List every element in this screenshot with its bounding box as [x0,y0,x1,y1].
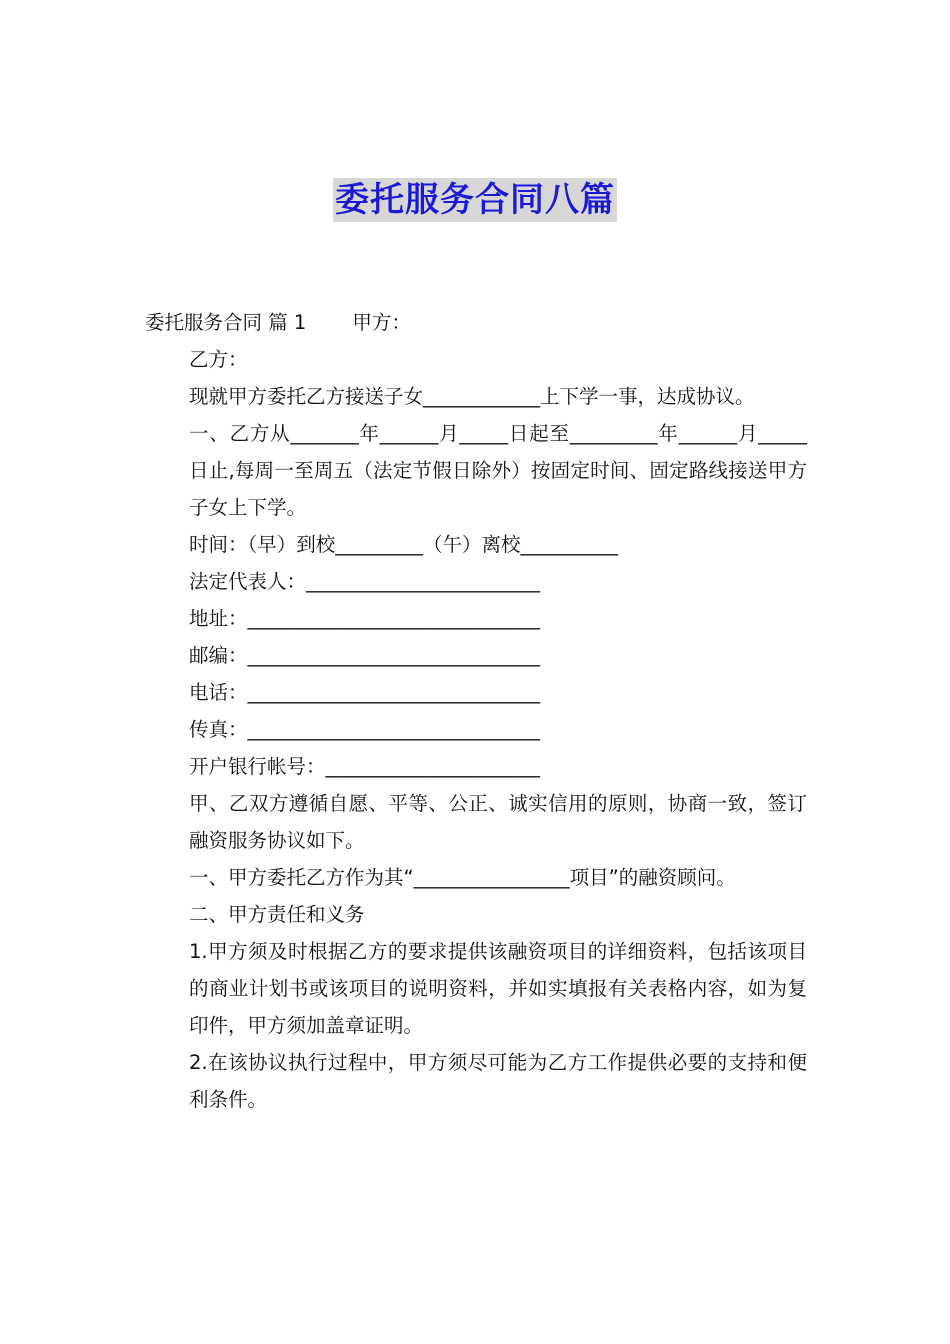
paragraph-principles: 甲、乙双方遵循自愿、平等、公正、诚实信用的原则，协商一致，签订融资服务协议如下。 [189,792,807,852]
line-contract-heading [145,304,807,341]
line-postcode: 邮编：______________________________ [189,644,541,667]
line-fax: 传真：______________________________ [189,718,541,741]
party-a-label: 甲方： [352,311,411,334]
contract-heading: 委托服务合同 篇 1 [145,311,307,334]
paragraph-clause-1: 一、乙方从_______年______月_____日起至_________年______月_____日止,每周一至周五（法定节假日除外）按固定时间、固定路线接送甲方子女上下学。 [189,422,807,519]
line-time: 时间：（早）到校_________（午）离校__________ [189,533,619,556]
document-title-container [0,178,950,222]
document-title: 委托服务合同八篇 [335,180,615,220]
paragraph-commission: 现就甲方委托乙方接送子女____________上下学一事，达成协议。 [189,385,755,408]
line-address: 地址：______________________________ [189,607,541,630]
line-legal-representative: 法定代表人：________________________ [189,570,541,593]
paragraph-duty-1: 1.甲方须及时根据乙方的要求提供该融资项目的详细资料，包括该项目的商业计划书或该项目的说明资料，并如实填报有关表格内容，如为复印件，甲方须加盖章证明。 [189,940,807,1037]
line-phone: 电话：______________________________ [189,681,541,704]
paragraph-consultant: 一、甲方委托乙方作为其“________________项目”的融资顾问。 [189,866,736,889]
heading-party-a-duties: 二、甲方责任和义务 [189,903,365,926]
line-bank-account: 开户银行帐号：______________________ [189,755,541,778]
paragraph-duty-2: 2.在该协议执行过程中，甲方须尽可能为乙方工作提供必要的支持和便利条件。 [189,1051,807,1111]
party-b-label: 乙方： [189,348,248,371]
document-body [145,304,807,1118]
